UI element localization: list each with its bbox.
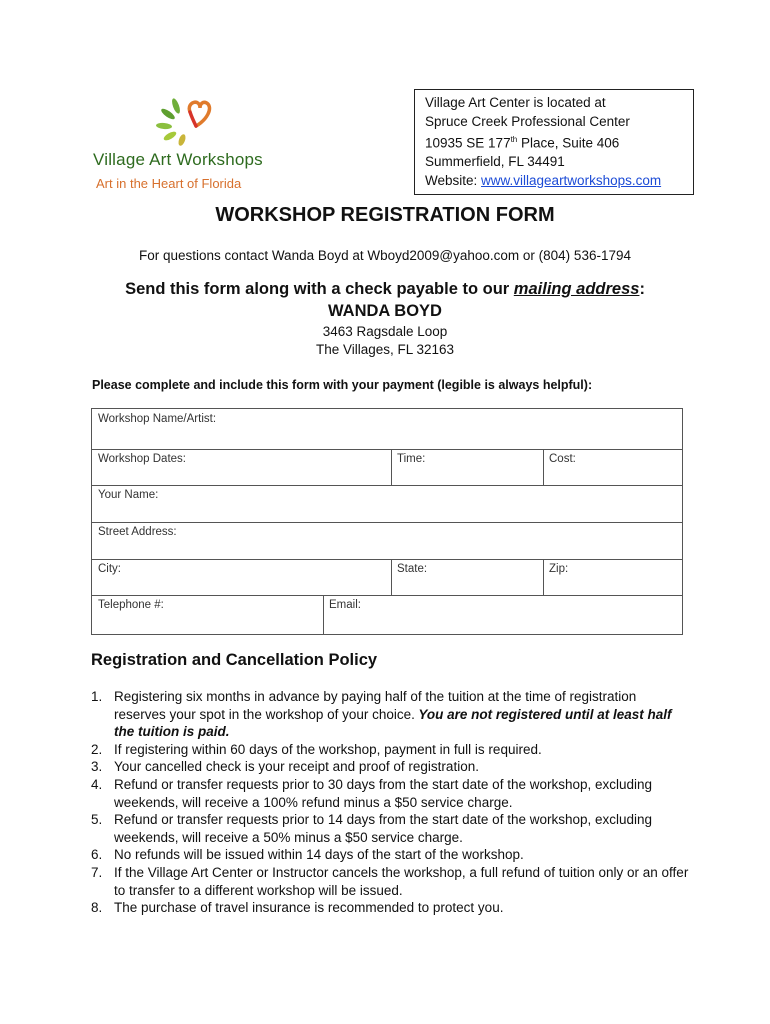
logo xyxy=(88,96,288,196)
state-field[interactable] xyxy=(391,559,543,595)
contact-line: For questions contact Wanda Boyd at Wboyd2009@yahoo.com or (804) 536-1794 xyxy=(139,248,631,263)
page-title: WORKSHOP REGISTRATION FORM xyxy=(215,204,555,226)
list-item xyxy=(91,864,691,899)
mailing-street: 3463 Ragsdale Loop xyxy=(322,324,448,339)
item-emphasis: You are not registered until at least half the tuition is paid. xyxy=(114,706,672,740)
item-number: 3. xyxy=(91,759,103,775)
field-label: Time: xyxy=(397,453,426,465)
field-label: Street Address: xyxy=(98,526,177,538)
item-number: 5. xyxy=(91,812,103,828)
item-number: 2. xyxy=(91,741,103,757)
send-instructions xyxy=(0,280,770,299)
item-text: Refund or transfer requests prior to 14 days from the start date of the workshop, excluding weekends, will receive a 50% minus a $50 service charge. xyxy=(114,812,653,845)
form-instructions: Please complete and include this form with your payment (legible is always helpful): xyxy=(92,378,593,392)
list-item xyxy=(91,811,691,846)
send-colon: : xyxy=(639,280,645,298)
registration-form xyxy=(91,408,683,635)
list-item xyxy=(91,688,691,741)
field-label: Telephone #: xyxy=(98,599,164,611)
field-label: Workshop Name/Artist: xyxy=(98,413,217,425)
field-label: Zip: xyxy=(549,563,569,575)
item-number: 7. xyxy=(91,864,103,880)
send-text: Send this form along with a check payable to our xyxy=(125,280,514,298)
item-text: Your cancelled check is your receipt and proof of registration. xyxy=(114,759,479,775)
workshop-dates-field[interactable] xyxy=(92,449,391,485)
website-link[interactable]: www.villageartworkshops.com xyxy=(481,172,662,188)
list-item xyxy=(91,741,691,759)
field-label: Workshop Dates: xyxy=(98,453,186,465)
list-item xyxy=(91,758,691,776)
info-website xyxy=(425,172,687,191)
info-line: Summerfield, FL 34491 xyxy=(425,154,565,169)
list-item xyxy=(91,846,691,864)
policy-list xyxy=(91,688,691,917)
item-number: 6. xyxy=(91,847,103,863)
info-suite: Place, Suite 406 xyxy=(517,135,620,151)
item-text: The purchase of travel insurance is recommended to protect you. xyxy=(114,900,504,916)
item-number: 1. xyxy=(91,689,103,704)
item-text: Refund or transfer requests prior to 30 days from the start date of the workshop, excluding weekends, will receive a 100% refund minus a $50 service charge. xyxy=(114,776,653,810)
time-field[interactable] xyxy=(391,449,543,485)
field-label: State: xyxy=(397,563,428,575)
item-text: Registering six months in advance by paying half of the tuition at the time of registration reserves your spot in the workshop of your choice. xyxy=(114,689,637,722)
workshop-name-field[interactable] xyxy=(92,409,682,449)
policy-heading: Registration and Cancellation Policy xyxy=(91,651,378,669)
leaf-heart-icon xyxy=(156,96,216,148)
field-label: Your Name: xyxy=(98,489,159,501)
list-item xyxy=(91,776,691,811)
field-label: Cost: xyxy=(549,453,576,465)
logo-tagline: Art in the Heart of Florida xyxy=(96,176,242,191)
email-field[interactable] xyxy=(323,595,682,634)
info-street: 10935 SE 177 xyxy=(425,135,511,151)
telephone-field[interactable] xyxy=(92,595,323,634)
street-address-field[interactable] xyxy=(92,522,682,559)
mailing-city: The Villages, FL 32163 xyxy=(315,342,455,357)
info-ordinal: th xyxy=(510,135,518,144)
cost-field[interactable] xyxy=(543,449,682,485)
item-number: 4. xyxy=(91,776,103,792)
info-line-address xyxy=(425,131,687,153)
recipient-name: WANDA BOYD xyxy=(328,302,442,320)
zip-field[interactable] xyxy=(543,559,682,595)
your-name-field[interactable] xyxy=(92,485,682,522)
city-field[interactable] xyxy=(92,559,391,595)
info-line: Village Art Center is located at xyxy=(425,95,606,110)
field-label: City: xyxy=(98,563,121,575)
info-line: Spruce Creek Professional Center xyxy=(425,113,630,129)
item-text: If registering within 60 days of the workshop, payment in full is required. xyxy=(114,741,542,757)
mailing-address-emphasis: mailing address xyxy=(513,280,640,298)
list-item xyxy=(91,899,691,917)
location-info-box xyxy=(414,89,694,195)
item-text: If the Village Art Center or Instructor cancels the workshop, a full refund of tuition only or an offer to transfer to a different workshop will be issued. xyxy=(114,864,689,898)
item-text: No refunds will be issued within 14 days of the start of the workshop. xyxy=(114,847,524,863)
field-label: Email: xyxy=(329,599,361,611)
logo-name: Village Art Workshops xyxy=(93,150,263,169)
website-label: Website: xyxy=(425,172,482,188)
item-number: 8. xyxy=(91,900,103,916)
